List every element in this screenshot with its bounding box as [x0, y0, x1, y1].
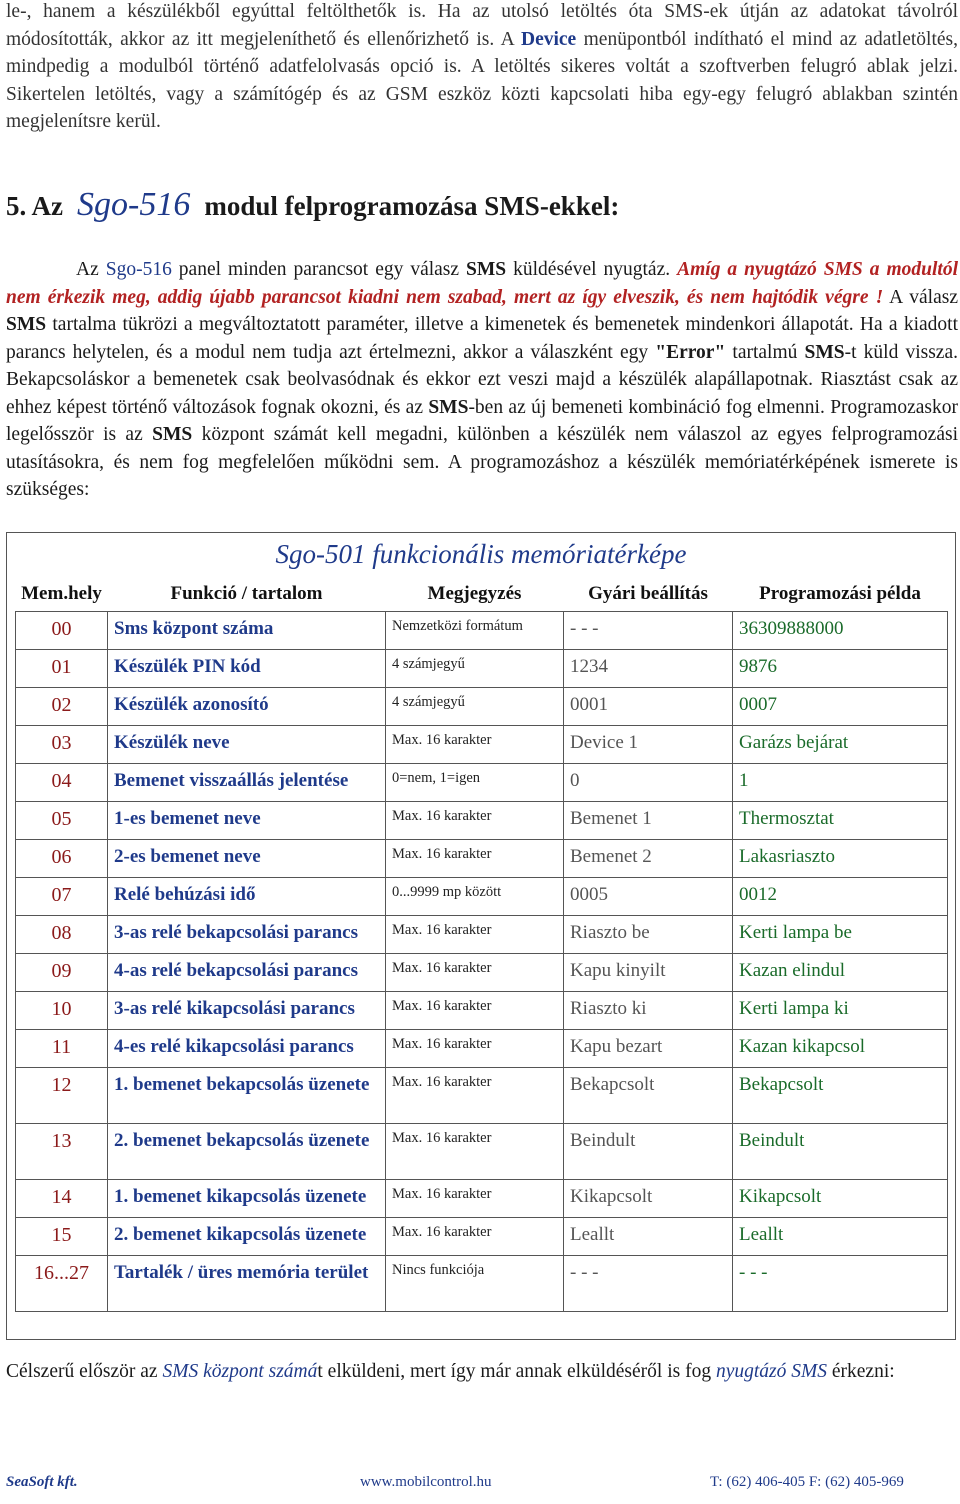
default-cell: Riaszto be — [564, 916, 733, 954]
note-cell: Max. 16 karakter — [386, 992, 564, 1030]
example-cell: 9876 — [733, 650, 948, 688]
default-cell: Device 1 — [564, 726, 733, 764]
note-cell: Max. 16 karakter — [386, 726, 564, 764]
mem-cell: 06 — [16, 840, 108, 878]
section-heading — [6, 186, 956, 224]
memory-map-table-box — [6, 532, 956, 1340]
intro-text-2: menüpontból indítható el mind az adatletöltés, mindpedig a modulból történő adatfelolvasás opció is. A letöltés sikeres voltát a szoftverben felugró ablak jelzi. Sikertelen letöltés, vagy a számítógép és az GSM eszköz közti kapcsolati hiba egy-egy felugró ablakban szintén megjelenítsre kerül. — [6, 28, 958, 132]
note-cell: Nemzetközi formátum — [386, 612, 564, 650]
example-cell: Bekapcsolt — [733, 1068, 948, 1124]
p2-text-h: -ben az új bemeneti kombináció fog elmenni. Programozaskor legelősször is az — [6, 396, 958, 445]
p2-sms-3: SMS — [804, 341, 845, 363]
default-cell: - - - — [564, 612, 733, 650]
default-cell: Bemenet 1 — [564, 802, 733, 840]
p2-text-f: tartalmú — [725, 341, 805, 363]
example-cell: 0007 — [733, 688, 948, 726]
footer-url[interactable]: www.mobilcontrol.hu — [360, 1474, 492, 1490]
p2-warning: Amíg a nyugtázó SMS a modultól nem érkezik meg, addig újabb parancsot kiadni nem szabad, mert az így elveszik, és nem hajtódik végre ! — [6, 259, 959, 308]
function-cell: 2-es bemenet neve — [108, 840, 386, 878]
example-cell: Leallt — [733, 1218, 948, 1256]
table-row — [16, 954, 948, 992]
p3-text-c: érkezni: — [826, 1361, 895, 1382]
mem-cell: 04 — [16, 764, 108, 802]
note-cell: Nincs funkciója — [386, 1256, 564, 1312]
mem-cell: 14 — [16, 1180, 108, 1218]
p3-nyugtazo: nyugtázó SMS — [715, 1361, 827, 1382]
default-cell: Bemenet 2 — [564, 840, 733, 878]
example-cell: 0012 — [733, 878, 948, 916]
note-cell: Max. 16 karakter — [386, 840, 564, 878]
default-cell: Beindult — [564, 1124, 733, 1180]
note-cell: Max. 16 karakter — [386, 1030, 564, 1068]
example-cell: Thermosztat — [733, 802, 948, 840]
function-cell: Sms központ száma — [108, 612, 386, 650]
default-cell: Riaszto ki — [564, 992, 733, 1030]
intro-text-1: le-, hanem a készülékből egyúttal feltölthetők is. Ha az utolsó letöltés óta SMS-ek útján az adatokat távolról módosították, akkor az itt megjeleníthető és ellenőrizhető is. A — [6, 1, 958, 50]
mem-cell: 07 — [16, 878, 108, 916]
p2-text-e: tartalma tükrözi a megváltoztatott paraméter, illetve a kimenetek és bemenetek mindenkori állapotát. Ha a kiadott parancs helytelen, és a modul nem tudja azt értelmezni, akkor a válaszként egy — [6, 314, 958, 363]
p3-text-a: Célszerű először az — [6, 1361, 163, 1382]
mem-cell: 12 — [16, 1068, 108, 1124]
p2-model: Sgo-516 — [105, 259, 172, 280]
p2-text-d: A válasz — [883, 286, 958, 308]
memory-map-title: Sgo-501 funkcionális memóriatérképe — [275, 539, 687, 569]
note-cell: 0...9999 mp között — [386, 878, 564, 916]
function-cell: 1. bemenet bekapcsolás üzenete — [108, 1068, 386, 1124]
note-cell: Max. 16 karakter — [386, 916, 564, 954]
mem-cell: 13 — [16, 1124, 108, 1180]
table-row — [16, 1256, 948, 1312]
table-row — [16, 840, 948, 878]
function-cell: 3-as relé bekapcsolási parancs — [108, 916, 386, 954]
function-cell: 4-as relé bekapcsolási parancs — [108, 954, 386, 992]
table-row — [16, 1068, 948, 1124]
function-cell: Készülék PIN kód — [108, 650, 386, 688]
note-cell: Max. 16 karakter — [386, 802, 564, 840]
default-cell: Bekapcsolt — [564, 1068, 733, 1124]
default-cell: Kapu bezart — [564, 1030, 733, 1068]
function-cell: Készülék azonosító — [108, 688, 386, 726]
mem-cell: 00 — [16, 612, 108, 650]
example-cell: - - - — [733, 1256, 948, 1312]
memory-map-table — [15, 577, 948, 1312]
p2-sms-1: SMS — [466, 259, 507, 280]
mem-cell: 02 — [16, 688, 108, 726]
mem-cell: 05 — [16, 802, 108, 840]
mem-cell: 09 — [16, 954, 108, 992]
col-header-pelda: Programozási példa — [759, 583, 921, 604]
table-row — [16, 650, 948, 688]
heading-model: Sgo-516 — [77, 186, 191, 223]
default-cell: 0001 — [564, 688, 733, 726]
function-cell: 3-as relé kikapcsolási parancs — [108, 992, 386, 1030]
example-cell: Kerti lampa ki — [733, 992, 948, 1030]
note-cell: Max. 16 karakter — [386, 1124, 564, 1180]
example-cell: 36309888000 — [733, 612, 948, 650]
table-row — [16, 612, 948, 650]
table-row — [16, 726, 948, 764]
mem-cell: 01 — [16, 650, 108, 688]
example-cell: Kazan kikapcsol — [733, 1030, 948, 1068]
p3-text-b: t elküldeni, mert így már annak elküldéséről is fog — [317, 1361, 716, 1382]
table-row — [16, 1030, 948, 1068]
p2-sms-5: SMS — [152, 424, 193, 445]
col-header-gyari: Gyári beállítás — [588, 583, 708, 604]
p2-text-a: Az — [76, 259, 106, 280]
default-cell: - - - — [564, 1256, 733, 1312]
function-cell: Készülék neve — [108, 726, 386, 764]
heading-suffix: modul felprogramozása SMS-ekkel: — [204, 191, 620, 221]
table-row — [16, 916, 948, 954]
table-row — [16, 688, 948, 726]
intro-paragraph — [6, 0, 958, 136]
footer-phone: T: (62) 406-405 F: (62) 405-969 — [710, 1474, 904, 1490]
mem-cell: 10 — [16, 992, 108, 1030]
p2-text-g: -t küld vissza. Bekapcsoláskor a bemenetek csak beolvasódnak és ekkor ezt veszi majd a készülék alapállapotnak. Riasztást csak az ehhez képest történő változások fognak okozni, és az — [6, 341, 958, 418]
function-cell: 1-es bemenet neve — [108, 802, 386, 840]
col-header-funkcio: Funkció / tartalom — [170, 583, 323, 604]
device-menu-term: Device — [521, 28, 577, 50]
footer-brand: SeaSoft kft. — [6, 1474, 78, 1490]
function-cell: 2. bemenet bekapcsolás üzenete — [108, 1124, 386, 1180]
mem-cell: 11 — [16, 1030, 108, 1068]
mem-cell: 03 — [16, 726, 108, 764]
p2-text-b: panel minden parancsot egy válasz — [171, 259, 467, 280]
note-cell: Max. 16 karakter — [386, 1180, 564, 1218]
function-cell: 4-es relé kikapcsolási parancs — [108, 1030, 386, 1068]
default-cell: 0005 — [564, 878, 733, 916]
note-cell: 4 számjegyű — [386, 688, 564, 726]
table-row — [16, 1180, 948, 1218]
p2-error: "Error" — [655, 341, 726, 363]
p2-sms-2: SMS — [6, 314, 47, 335]
p3-sms-kozpont: SMS központ számá — [162, 1361, 318, 1382]
programming-paragraph — [6, 256, 958, 504]
function-cell: Tartalék / üres memória terület — [108, 1256, 386, 1312]
example-cell: Garázs bejárat — [733, 726, 948, 764]
example-cell: Beindult — [733, 1124, 948, 1180]
table-row — [16, 878, 948, 916]
mem-cell: 08 — [16, 916, 108, 954]
default-cell: Leallt — [564, 1218, 733, 1256]
default-cell: 0 — [564, 764, 733, 802]
example-cell: Kazan elindul — [733, 954, 948, 992]
table-row — [16, 764, 948, 802]
table-header-row — [16, 577, 948, 612]
function-cell: 2. bemenet kikapcsolás üzenete — [108, 1218, 386, 1256]
example-cell: Kikapcsolt — [733, 1180, 948, 1218]
default-cell: 1234 — [564, 650, 733, 688]
table-row — [16, 992, 948, 1030]
mem-cell: 16...27 — [16, 1256, 108, 1312]
function-cell: Relé behúzási idő — [108, 878, 386, 916]
function-cell: Bemenet visszaállás jelentése — [108, 764, 386, 802]
table-row — [16, 1124, 948, 1180]
default-cell: Kapu kinyilt — [564, 954, 733, 992]
default-cell: Kikapcsolt — [564, 1180, 733, 1218]
example-cell: Kerti lampa be — [733, 916, 948, 954]
note-cell: 0=nem, 1=igen — [386, 764, 564, 802]
example-cell: Lakasriaszto — [733, 840, 948, 878]
note-cell: Max. 16 karakter — [386, 954, 564, 992]
note-cell: Max. 16 karakter — [386, 1218, 564, 1256]
table-row — [16, 1218, 948, 1256]
p2-text-i: központ számát kell megadni, különben a készülék nem válaszol az egyes felprogramozási utasításokra, és nem fog megfelelően működni sem. A programozáshoz a készülék memóriatérképének ismerete is szükséges: — [6, 424, 958, 500]
note-cell: Max. 16 karakter — [386, 1068, 564, 1124]
closing-paragraph — [6, 1358, 958, 1386]
p2-text-c: küldésével nyugtáz. — [506, 259, 678, 280]
table-row — [16, 802, 948, 840]
heading-prefix: 5. Az — [6, 191, 63, 221]
col-header-megjegyzes: Megjegyzés — [427, 583, 522, 604]
function-cell: 1. bemenet kikapcsolás üzenete — [108, 1180, 386, 1218]
note-cell: 4 számjegyű — [386, 650, 564, 688]
mem-cell: 15 — [16, 1218, 108, 1256]
example-cell: 1 — [733, 764, 948, 802]
col-header-memhely: Mem.hely — [21, 583, 102, 604]
p2-sms-4: SMS — [428, 396, 469, 418]
